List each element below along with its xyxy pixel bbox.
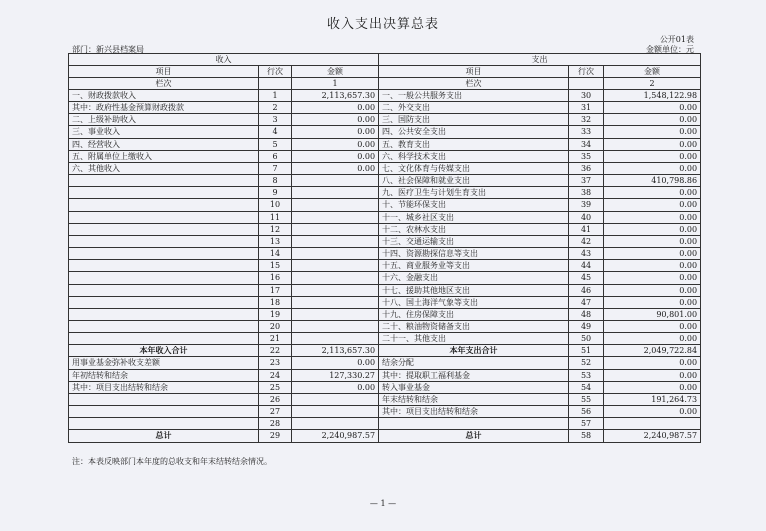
- table-row: [69, 235, 701, 247]
- income-item-cell: [69, 333, 259, 345]
- table-row: [69, 393, 701, 405]
- expense-line-cell: 30: [569, 90, 604, 102]
- expense-item-cell: 本年支出合计: [379, 345, 569, 357]
- income-item-cell: 用事业基金弥补收支差额: [69, 357, 259, 369]
- income-line-cell: 7: [259, 162, 292, 174]
- summary-table: [68, 53, 700, 443]
- expense-line-cell: 34: [569, 138, 604, 150]
- income-line-cell: 6: [259, 150, 292, 162]
- income-amount-cell: [292, 333, 379, 345]
- expense-amount-cell: 0.00: [604, 235, 701, 247]
- income-line-cell: 16: [259, 272, 292, 284]
- income-line-cell: 15: [259, 260, 292, 272]
- income-item-cell: [69, 393, 259, 405]
- income-item-cell: [69, 272, 259, 284]
- expense-item-cell: 十六、金融支出: [379, 272, 569, 284]
- income-line-cell: 2: [259, 102, 292, 114]
- income-item-cell: [69, 223, 259, 235]
- expense-item-cell: 十五、商业服务业等支出: [379, 260, 569, 272]
- income-item-cell: [69, 418, 259, 430]
- income-line-cell: 26: [259, 393, 292, 405]
- table-row: [69, 150, 701, 162]
- income-item-cell: 年初结转和结余: [69, 369, 259, 381]
- expense-header: 支出: [379, 54, 701, 66]
- expense-line-cell: 44: [569, 260, 604, 272]
- income-line-cell: 8: [259, 175, 292, 187]
- income-amount-cell: [292, 199, 379, 211]
- income-column-label: 栏次: [69, 78, 259, 90]
- table-row: [69, 272, 701, 284]
- income-item-cell: [69, 320, 259, 332]
- page-number: — 1 —: [369, 499, 397, 508]
- income-item-cell: [69, 308, 259, 320]
- income-line-cell: 9: [259, 187, 292, 199]
- table-row: [69, 284, 701, 296]
- expense-line-header: 行次: [569, 66, 604, 78]
- income-amount-cell: 0.00: [292, 138, 379, 150]
- income-amount-cell: 2,113,657.30: [292, 90, 379, 102]
- income-amount-header: 金额: [292, 66, 379, 78]
- income-item-cell: 其中：项目支出结转和结余: [69, 381, 259, 393]
- income-amount-cell: 2,113,657.30: [292, 345, 379, 357]
- table-row: [69, 260, 701, 272]
- income-amount-cell: [292, 175, 379, 187]
- income-amount-cell: [292, 235, 379, 247]
- income-amount-cell: [292, 406, 379, 418]
- expense-line-cell: 46: [569, 284, 604, 296]
- income-column-number: 1: [292, 78, 379, 90]
- table-row: [69, 308, 701, 320]
- expense-amount-cell: 2,049,722.84: [604, 345, 701, 357]
- income-amount-cell: 0.00: [292, 114, 379, 126]
- table-row: [69, 102, 701, 114]
- expense-line-cell: 39: [569, 199, 604, 211]
- income-amount-cell: 2,240,987.57: [292, 430, 379, 442]
- expense-amount-cell: [604, 418, 701, 430]
- income-line-cell: 3: [259, 114, 292, 126]
- table-row: [69, 381, 701, 393]
- table-body: [69, 90, 701, 443]
- income-item-cell: 一、财政拨款收入: [69, 90, 259, 102]
- income-line-cell: 10: [259, 199, 292, 211]
- expense-line-cell: 52: [569, 357, 604, 369]
- expense-item-cell: 十九、住房保障支出: [379, 308, 569, 320]
- expense-amount-cell: 0.00: [604, 357, 701, 369]
- expense-item-header: 项目: [379, 66, 569, 78]
- table-row: [69, 369, 701, 381]
- expense-item-cell: 四、公共安全支出: [379, 126, 569, 138]
- expense-amount-cell: 0.00: [604, 369, 701, 381]
- expense-amount-cell: 0.00: [604, 223, 701, 235]
- table-row: [69, 345, 701, 357]
- expense-item-cell: 九、医疗卫生与计划生育支出: [379, 187, 569, 199]
- income-line-cell: 11: [259, 211, 292, 223]
- form-number: 公开01表: [659, 35, 694, 44]
- unit-label: 金额单位：元: [646, 45, 694, 54]
- income-line-cell: 24: [259, 369, 292, 381]
- income-item-cell: 五、附属单位上缴收入: [69, 150, 259, 162]
- income-item-cell: 三、事业收入: [69, 126, 259, 138]
- expense-amount-cell: 0.00: [604, 199, 701, 211]
- expense-amount-cell: 0.00: [604, 102, 701, 114]
- income-line-cell: 4: [259, 126, 292, 138]
- expense-line-cell: 53: [569, 369, 604, 381]
- income-line-cell: 21: [259, 333, 292, 345]
- table-row: [69, 406, 701, 418]
- expense-line-cell: 47: [569, 296, 604, 308]
- expense-amount-cell: 0.00: [604, 162, 701, 174]
- table-row: [69, 138, 701, 150]
- income-amount-cell: [292, 393, 379, 405]
- expense-item-cell: 结余分配: [379, 357, 569, 369]
- expense-item-cell: 十八、国土海洋气象等支出: [379, 296, 569, 308]
- expense-line-cell: 54: [569, 381, 604, 393]
- expense-amount-cell: 0.00: [604, 248, 701, 260]
- expense-amount-cell: 191,264.73: [604, 393, 701, 405]
- expense-item-cell: 一、一般公共服务支出: [379, 90, 569, 102]
- income-item-cell: [69, 248, 259, 260]
- income-amount-cell: [292, 187, 379, 199]
- expense-item-cell: 二十、粮油物资储备支出: [379, 320, 569, 332]
- income-line-cell: 5: [259, 138, 292, 150]
- table-row: [69, 126, 701, 138]
- expense-line-cell: 38: [569, 187, 604, 199]
- expense-amount-header: 金额: [604, 66, 701, 78]
- expense-amount-cell: 0.00: [604, 126, 701, 138]
- income-line-cell: 13: [259, 235, 292, 247]
- income-item-cell: [69, 211, 259, 223]
- expense-line-cell: 58: [569, 430, 604, 442]
- income-header: 收入: [69, 54, 379, 66]
- table-row: [69, 248, 701, 260]
- income-line-cell: 19: [259, 308, 292, 320]
- expense-item-cell: 十一、城乡社区支出: [379, 211, 569, 223]
- income-line-cell: 14: [259, 248, 292, 260]
- table-row: [69, 357, 701, 369]
- department-label: 部门：新兴县档案局: [72, 45, 144, 54]
- table-row: [69, 162, 701, 174]
- footnote: 注：本表反映部门本年度的总收支和年末结转结余情况。: [72, 457, 272, 466]
- income-amount-cell: 0.00: [292, 102, 379, 114]
- table-row: [69, 296, 701, 308]
- expense-amount-cell: 0.00: [604, 138, 701, 150]
- expense-column-number: 2: [604, 78, 701, 90]
- income-item-cell: [69, 187, 259, 199]
- income-item-cell: [69, 296, 259, 308]
- expense-amount-cell: 0.00: [604, 272, 701, 284]
- income-item-cell: 其中：政府性基金预算财政拨款: [69, 102, 259, 114]
- expense-line-cell: 42: [569, 235, 604, 247]
- income-amount-cell: [292, 223, 379, 235]
- income-amount-cell: [292, 211, 379, 223]
- income-amount-cell: [292, 320, 379, 332]
- income-item-cell: 二、上级补助收入: [69, 114, 259, 126]
- income-amount-cell: [292, 418, 379, 430]
- expense-line-cell: 56: [569, 406, 604, 418]
- expense-amount-cell: 410,798.86: [604, 175, 701, 187]
- expense-item-cell: 十、节能环保支出: [379, 199, 569, 211]
- expense-item-cell: 八、社会保障和就业支出: [379, 175, 569, 187]
- expense-line-blank: [569, 78, 604, 90]
- income-line-cell: 22: [259, 345, 292, 357]
- income-amount-cell: 0.00: [292, 357, 379, 369]
- income-line-cell: 20: [259, 320, 292, 332]
- expense-amount-cell: 0.00: [604, 260, 701, 272]
- income-amount-cell: 127,330.27: [292, 369, 379, 381]
- expense-line-cell: 48: [569, 308, 604, 320]
- income-line-cell: 17: [259, 284, 292, 296]
- income-item-cell: 四、经营收入: [69, 138, 259, 150]
- expense-line-cell: 36: [569, 162, 604, 174]
- expense-line-cell: 57: [569, 418, 604, 430]
- expense-line-cell: 31: [569, 102, 604, 114]
- expense-amount-cell: 0.00: [604, 333, 701, 345]
- table-row: [69, 211, 701, 223]
- income-line-cell: 12: [259, 223, 292, 235]
- income-amount-cell: [292, 272, 379, 284]
- expense-amount-cell: 0.00: [604, 150, 701, 162]
- expense-line-cell: 35: [569, 150, 604, 162]
- income-amount-cell: [292, 284, 379, 296]
- expense-item-cell: 三、国防支出: [379, 114, 569, 126]
- income-line-cell: 25: [259, 381, 292, 393]
- expense-item-cell: 二、外交支出: [379, 102, 569, 114]
- table-row: [69, 175, 701, 187]
- table-row: [69, 187, 701, 199]
- table-row: [69, 430, 701, 442]
- income-item-header: 项目: [69, 66, 259, 78]
- expense-amount-cell: 0.00: [604, 284, 701, 296]
- table-row: [69, 320, 701, 332]
- table-row: [69, 199, 701, 211]
- income-amount-cell: 0.00: [292, 381, 379, 393]
- expense-item-cell: 六、科学技术支出: [379, 150, 569, 162]
- expense-amount-cell: 0.00: [604, 320, 701, 332]
- expense-line-cell: 45: [569, 272, 604, 284]
- expense-column-label: 栏次: [379, 78, 569, 90]
- expense-item-cell: [379, 418, 569, 430]
- income-amount-cell: 0.00: [292, 162, 379, 174]
- expense-item-cell: 十七、援助其他地区支出: [379, 284, 569, 296]
- expense-amount-cell: 90,801.00: [604, 308, 701, 320]
- income-line-cell: 28: [259, 418, 292, 430]
- expense-item-cell: 其中：项目支出结转和结余: [379, 406, 569, 418]
- expense-item-cell: 七、文化体育与传媒支出: [379, 162, 569, 174]
- income-item-cell: [69, 406, 259, 418]
- expense-item-cell: 其中：提取职工福利基金: [379, 369, 569, 381]
- income-line-cell: 29: [259, 430, 292, 442]
- income-line-cell: 27: [259, 406, 292, 418]
- expense-amount-cell: 2,240,987.57: [604, 430, 701, 442]
- income-item-cell: [69, 260, 259, 272]
- table-row: [69, 223, 701, 235]
- income-item-cell: 六、其他收入: [69, 162, 259, 174]
- income-amount-cell: 0.00: [292, 150, 379, 162]
- expense-amount-cell: 0.00: [604, 381, 701, 393]
- income-item-cell: [69, 175, 259, 187]
- income-item-cell: [69, 284, 259, 296]
- expense-amount-cell: 0.00: [604, 114, 701, 126]
- income-amount-cell: 0.00: [292, 126, 379, 138]
- expense-item-cell: 五、教育支出: [379, 138, 569, 150]
- income-line-blank: [259, 78, 292, 90]
- expense-line-cell: 51: [569, 345, 604, 357]
- income-amount-cell: [292, 308, 379, 320]
- page-title: 收入支出决算总表: [326, 17, 439, 32]
- expense-line-cell: 55: [569, 393, 604, 405]
- expense-amount-cell: 0.00: [604, 296, 701, 308]
- expense-line-cell: 40: [569, 211, 604, 223]
- table-row: [69, 90, 701, 102]
- expense-amount-cell: 0.00: [604, 187, 701, 199]
- expense-item-cell: 十二、农林水支出: [379, 223, 569, 235]
- expense-item-cell: 十三、交通运输支出: [379, 235, 569, 247]
- expense-item-cell: 二十一、其他支出: [379, 333, 569, 345]
- expense-line-cell: 49: [569, 320, 604, 332]
- income-item-cell: [69, 199, 259, 211]
- expense-amount-cell: 0.00: [604, 406, 701, 418]
- table-row: [69, 333, 701, 345]
- income-amount-cell: [292, 260, 379, 272]
- income-item-cell: 本年收入合计: [69, 345, 259, 357]
- income-item-cell: 总计: [69, 430, 259, 442]
- expense-line-cell: 50: [569, 333, 604, 345]
- expense-item-cell: 年末结转和结余: [379, 393, 569, 405]
- table-row: [69, 418, 701, 430]
- expense-amount-cell: 1,548,122.98: [604, 90, 701, 102]
- expense-item-cell: 转入事业基金: [379, 381, 569, 393]
- income-line-cell: 23: [259, 357, 292, 369]
- expense-line-cell: 41: [569, 223, 604, 235]
- expense-line-cell: 33: [569, 126, 604, 138]
- expense-line-cell: 43: [569, 248, 604, 260]
- income-amount-cell: [292, 296, 379, 308]
- income-item-cell: [69, 235, 259, 247]
- income-line-cell: 1: [259, 90, 292, 102]
- expense-item-cell: 总计: [379, 430, 569, 442]
- table-row: [69, 114, 701, 126]
- expense-line-cell: 37: [569, 175, 604, 187]
- expense-line-cell: 32: [569, 114, 604, 126]
- income-line-cell: 18: [259, 296, 292, 308]
- income-line-header: 行次: [259, 66, 292, 78]
- expense-amount-cell: 0.00: [604, 211, 701, 223]
- income-amount-cell: [292, 248, 379, 260]
- expense-item-cell: 十四、资源勘探信息等支出: [379, 248, 569, 260]
